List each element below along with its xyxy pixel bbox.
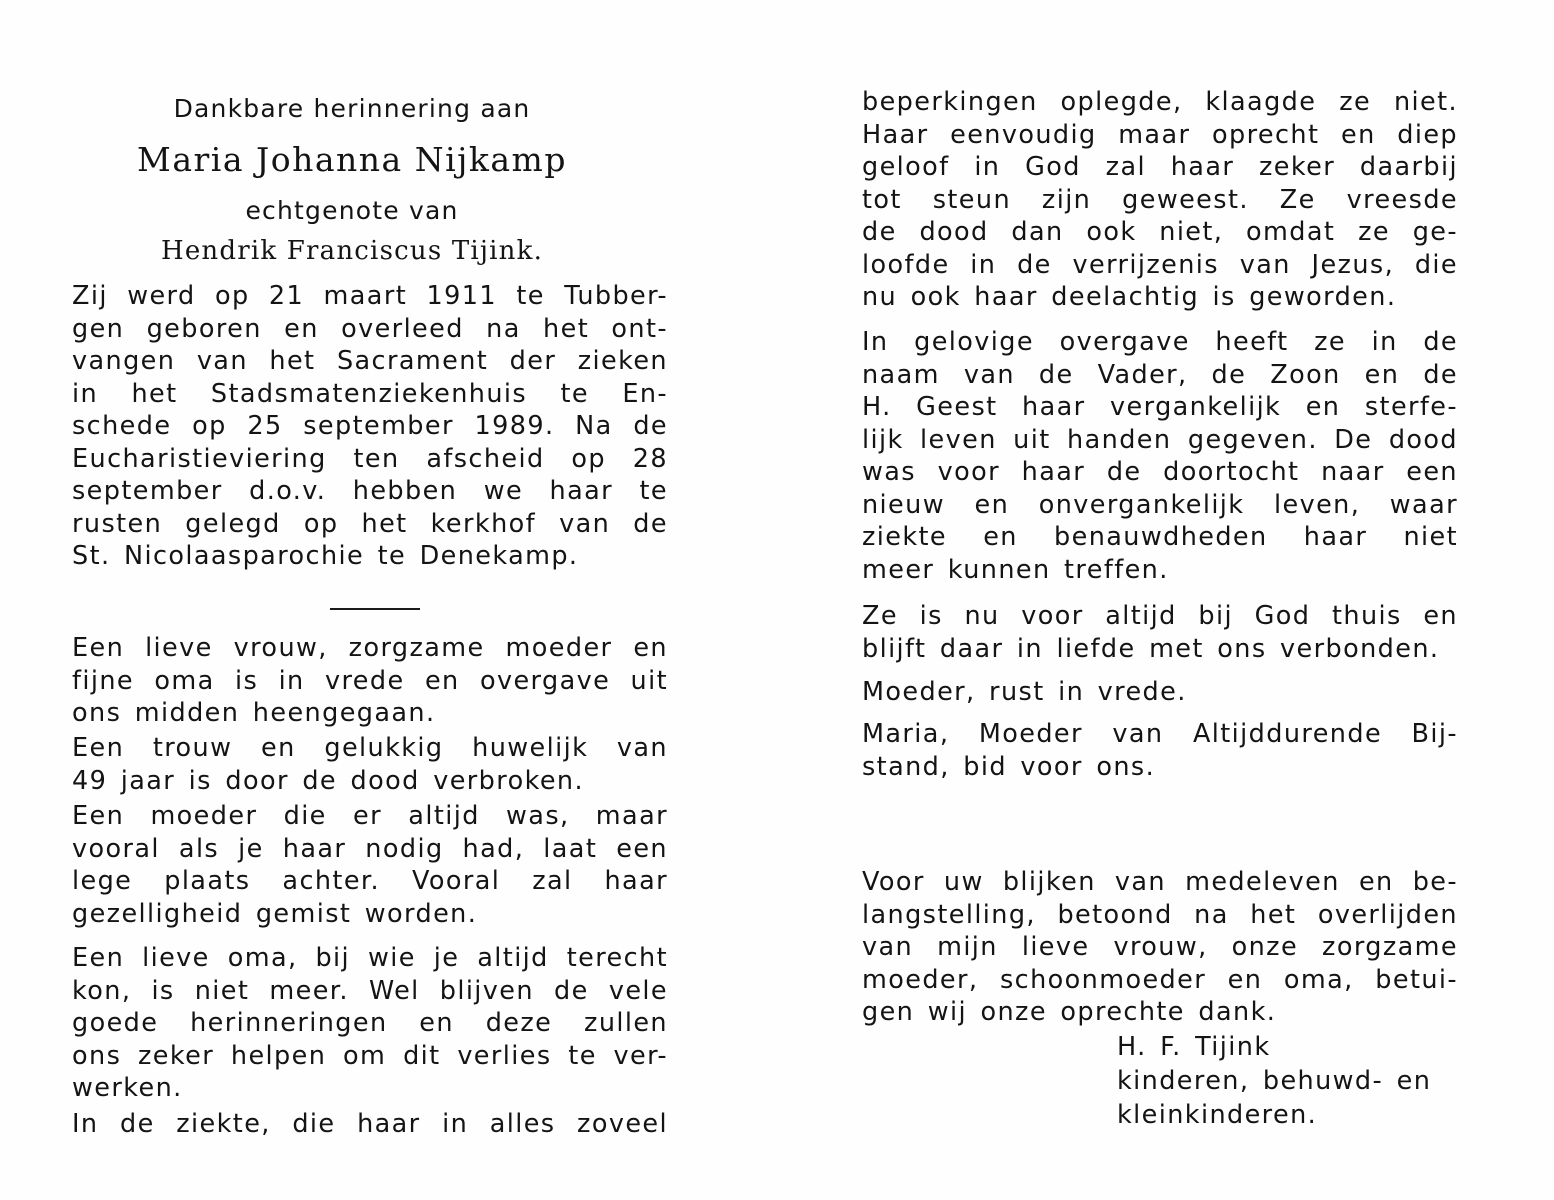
text-line: fijne oma is in vrede en overgave uit [72, 665, 668, 696]
text-line: kon, is niet meer. Wel blijven de vele [72, 975, 668, 1006]
mother-paragraph [72, 800, 668, 930]
text-line: Maria, Moeder van Altijddurende Bij- [862, 719, 1458, 749]
text-line: nieuw en onvergankelijk leven, waar [862, 489, 1458, 520]
text-line: in het Stadsmatenziekenhuis te En- [72, 378, 668, 409]
marriage-paragraph [72, 732, 668, 797]
text-line: 49 jaar is door de dood verbroken. [72, 765, 584, 796]
signature-family-line: kinderen, behuwd- en [1117, 1066, 1432, 1096]
text-line: rusten gelegd op het kerkhof van de [72, 508, 668, 539]
tribute-paragraph [72, 632, 668, 730]
text-line: naam van de Vader, de Zoon en de [862, 359, 1458, 390]
text-line: stand, bid voor ons. [862, 751, 1156, 782]
text-line: In de ziekte, die haar in alles zoveel [72, 1109, 668, 1139]
text-line: van mijn lieve vrouw, onze zorgzame [862, 932, 1458, 962]
text-line: tot steun zijn geweest. Ze vreesde [862, 184, 1458, 215]
grandmother-paragraph [72, 942, 668, 1105]
faith-paragraph [862, 86, 1458, 314]
home-with-god-paragraph [862, 600, 1458, 665]
text-line: H. Geest haar vergankelijk en sterfe- [862, 392, 1458, 422]
text-line: gezelligheid gemist worden. [72, 898, 478, 929]
text-line: ons midden heengegaan. [72, 698, 436, 728]
text-line: schede op 25 september 1989. Na de [72, 411, 668, 441]
text-line: ziekte en benauwdheden haar niet [862, 522, 1458, 552]
signature-block [1117, 1030, 1477, 1132]
text-line: Voor uw blijken van medeleven en be- [862, 867, 1458, 897]
spouse-name: Hendrik Franciscus Tijink. [160, 236, 544, 266]
header-spouse-intro: echtgenote van [245, 196, 459, 225]
text-line: nu ook haar deelachtig is geworden. [862, 282, 1397, 312]
text-line: blijft daar in liefde met ons verbonden. [862, 633, 1440, 664]
signature-name: H. F. Tijink [1117, 1032, 1271, 1062]
text-line: meer kunnen treffen. [862, 554, 1169, 585]
biography-paragraph [72, 280, 668, 573]
surrender-paragraph [862, 326, 1458, 586]
text-line: Moeder, rust in vrede. [862, 677, 1187, 707]
text-line: Een lieve oma, bij wie je altijd terecht [72, 943, 668, 973]
header-dedication: Dankbare herinnering aan [173, 94, 531, 123]
section-divider [330, 608, 420, 610]
text-line: Een moeder die er altijd was, maar [72, 801, 668, 831]
text-line: Haar eenvoudig maar oprecht en diep [862, 119, 1458, 150]
text-line: geloof in God zal haar zeker daarbij [862, 152, 1458, 182]
text-line: Een trouw en gelukkig huwelijk van [72, 733, 668, 763]
text-line: St. Nicolaasparochie te Denekamp. [72, 541, 579, 571]
text-line: ons zeker helpen om dit verlies te ver- [72, 1040, 668, 1071]
thanks-paragraph [862, 866, 1458, 1029]
text-line: beperkingen oplegde, klaagde ze niet. [862, 87, 1458, 117]
text-line: vooral als je haar nodig had, laat een [72, 833, 668, 864]
text-line: september d.o.v. hebben we haar te [72, 476, 668, 506]
rest-in-peace-line [862, 676, 1458, 709]
text-line: Ze is nu voor altijd bij God thuis en [862, 601, 1458, 631]
text-line: werken. [72, 1073, 183, 1103]
text-line: langstelling, betoond na het overlijden [862, 899, 1458, 930]
text-line: Eucharistieviering ten afscheid op 28 [72, 443, 668, 474]
text-line: In gelovige overgave heeft ze in de [862, 327, 1458, 357]
text-line: de dood dan ook niet, omdat ze ge- [862, 217, 1458, 247]
text-line: Een lieve vrouw, zorgzame moeder en [72, 633, 668, 663]
text-line: Zij werd op 21 maart 1911 te Tubber- [72, 281, 668, 311]
prayer-paragraph [862, 718, 1458, 783]
signature-family-line: kleinkinderen. [1117, 1100, 1318, 1130]
text-line: lijk leven uit handen gegeven. De dood [862, 424, 1458, 455]
text-line: gen wij onze oprechte dank. [862, 997, 1277, 1027]
text-line: was voor haar de doortocht naar een [862, 457, 1458, 487]
text-line: lege plaats achter. Vooral zal haar [72, 866, 668, 896]
text-line: vangen van het Sacrament der zieken [72, 346, 668, 376]
text-line: loofde in de verrijzenis van Jezus, die [862, 249, 1458, 280]
text-line: goede herinneringen en deze zullen [72, 1008, 668, 1038]
illness-paragraph-start [72, 1108, 668, 1141]
text-line: moeder, schoonmoeder en oma, betui- [862, 964, 1458, 995]
deceased-name: Maria Johanna Nijkamp [137, 140, 567, 179]
text-line: gen geboren en overleed na het ont- [72, 313, 668, 344]
